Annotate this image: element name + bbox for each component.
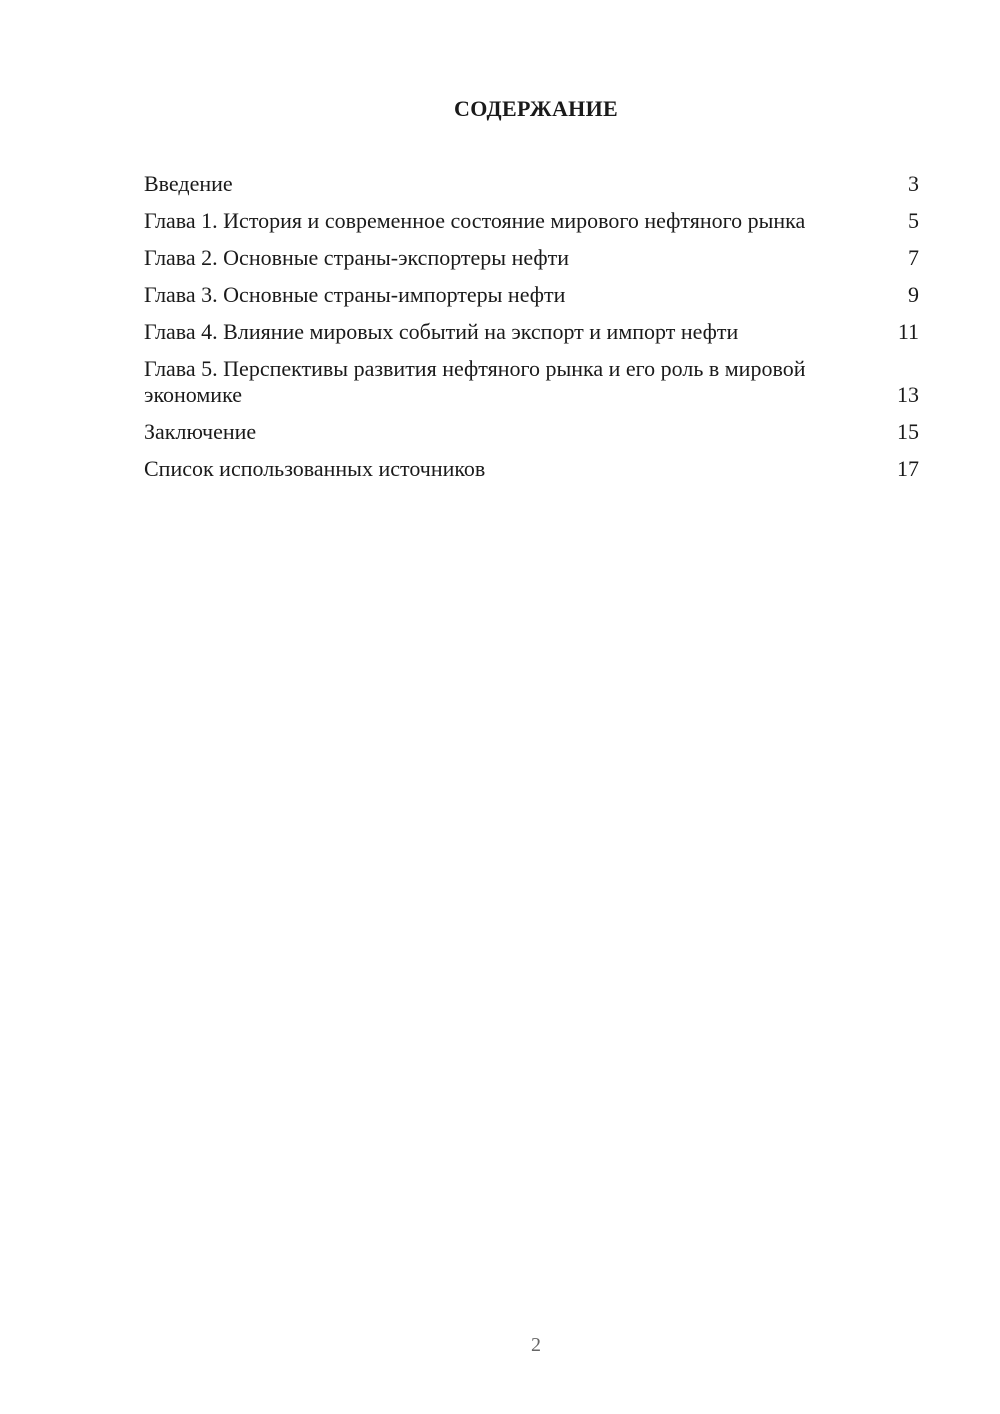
- toc-entry-label: Глава 4. Влияние мировых событий на экспорт и импорт нефти: [144, 319, 739, 344]
- toc-entry-page: 5: [908, 208, 919, 233]
- toc-entry-label: Список использованных источников: [144, 456, 486, 481]
- toc-title: СОДЕРЖАНИЕ: [454, 96, 618, 121]
- page-number: 2: [531, 1334, 541, 1356]
- toc-entry-label: Введение: [144, 171, 233, 196]
- toc-entry-page: 3: [908, 171, 919, 196]
- toc-entry-chapter-3: [144, 282, 919, 308]
- toc-entry-chapter-2: [144, 245, 919, 271]
- toc-entry-page: 7: [908, 245, 919, 270]
- toc-entry-page: 17: [897, 456, 919, 481]
- toc-entry-page: 11: [897, 319, 919, 344]
- toc-entry-chapter-1: [144, 208, 919, 234]
- toc-entry-introduction: [144, 171, 919, 197]
- toc-entry-page: 9: [908, 282, 919, 307]
- toc-entry-label: Глава 1. История и современное состояние мирового нефтяного рынка: [144, 208, 806, 233]
- toc-entry-references: [144, 456, 919, 482]
- toc-entry-label: Глава 2. Основные страны-экспортеры нефти: [144, 245, 570, 270]
- toc-entry-label: Глава 3. Основные страны-импортеры нефти: [144, 282, 566, 307]
- toc-entry-chapter-5: [144, 356, 919, 408]
- toc-entry-chapter-4: [144, 319, 919, 345]
- toc-entry-label: Глава 5. Перспективы развития нефтяного рынка и его роль в мировой экономике: [144, 356, 806, 407]
- toc-entry-conclusion: [144, 419, 919, 445]
- toc-entry-page: 13: [897, 382, 919, 407]
- toc-list: [144, 171, 919, 493]
- toc-entry-label: Заключение: [144, 419, 257, 444]
- toc-entry-page: 15: [897, 419, 919, 444]
